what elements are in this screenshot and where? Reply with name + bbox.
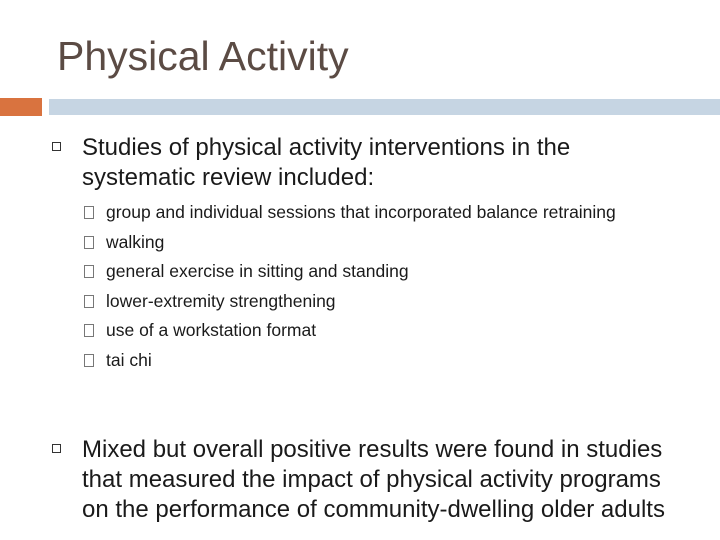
list-item	[84, 201, 644, 224]
list-item	[84, 319, 644, 342]
bullet-2-text: Mixed but overall positive results were found in studies that measured the impact of physical activity programs on the performance of community-dwelling older adults	[82, 436, 665, 523]
placeholder-box-icon	[84, 236, 94, 249]
title-accent-bar	[0, 98, 42, 116]
sub-item-text: lower-extremity strengthening	[106, 290, 336, 311]
title-rule-bar	[49, 99, 720, 115]
placeholder-box-icon	[84, 265, 94, 278]
sub-bullet-list	[84, 201, 644, 379]
list-item	[84, 231, 644, 254]
list-item	[84, 290, 644, 313]
placeholder-box-icon	[84, 295, 94, 308]
square-bullet-icon	[52, 142, 61, 151]
placeholder-box-icon	[84, 354, 94, 367]
bullet-1-text: Studies of physical activity interventions in the systematic review included:	[82, 134, 571, 191]
sub-item-text: tai chi	[106, 349, 152, 370]
sub-item-text: group and individual sessions that incorporated balance retraining	[106, 202, 616, 222]
placeholder-box-icon	[84, 324, 94, 337]
slide-title: Physical Activity	[57, 33, 349, 79]
sub-item-text: walking	[106, 231, 165, 252]
sub-item-text: use of a workstation format	[106, 320, 317, 341]
square-bullet-icon	[52, 444, 61, 453]
placeholder-box-icon	[84, 206, 94, 219]
list-item	[84, 260, 644, 283]
list-item	[84, 349, 644, 372]
sub-item-text: general exercise in sitting and standing	[106, 261, 409, 282]
